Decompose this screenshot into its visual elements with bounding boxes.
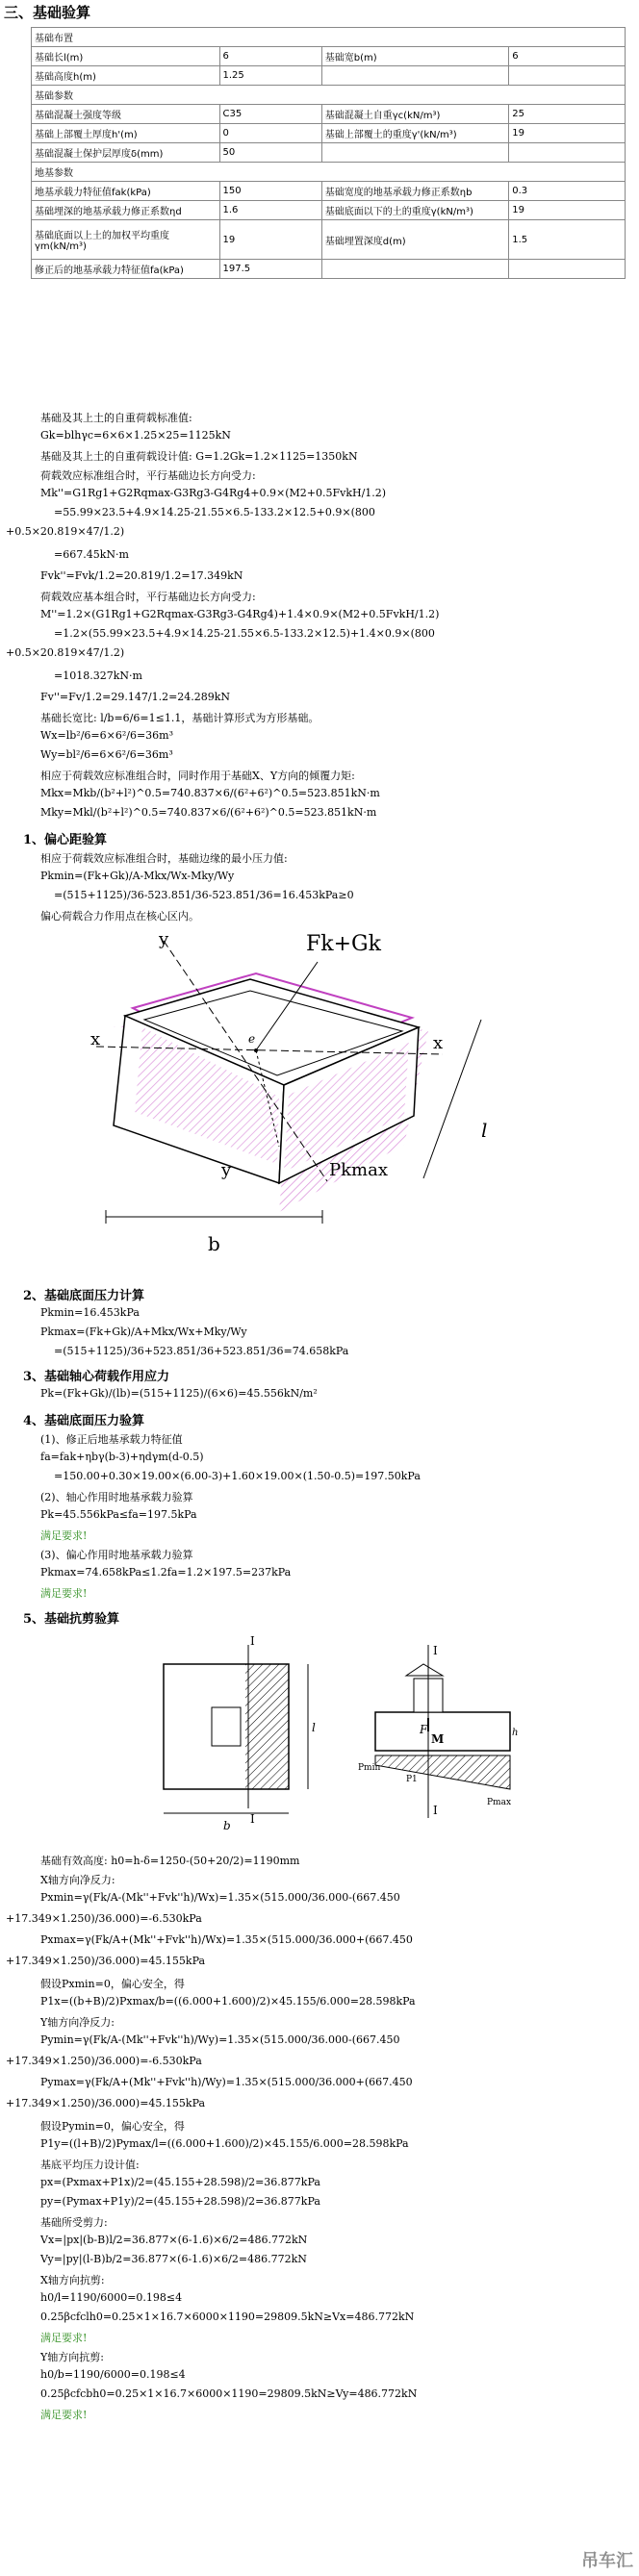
cell-value: 19	[509, 124, 626, 143]
parameter-table	[31, 27, 626, 279]
calc-line: Vy=|py|(l-B)b/2=36.877×(6-1.6)×6/2=486.772kN	[40, 2253, 307, 2265]
calc-line: Mkx=Mkb/(b²+l²)^0.5=740.837×6/(6²+6²)^0.5=523.851kN·m	[40, 787, 380, 799]
cell-value: 150	[219, 182, 321, 201]
shear-zone	[245, 1664, 289, 1789]
calc-line: Pymin=γ(Fk/A-(Mk''+Fvk''h)/Wy)=1.35×(515.000/36.000-(667.450	[40, 2033, 400, 2046]
column-plan	[212, 1707, 241, 1746]
calc-line: Pk=(Fk+Gk)/(lb)=(515+1125)/(6×6)=45.556kN/m²	[40, 1387, 318, 1400]
cell-label: 基础上部覆土厚度h'(m)	[32, 124, 220, 143]
table-row	[32, 260, 626, 279]
l-label: l	[312, 1721, 316, 1734]
cell-value: 1.6	[219, 201, 321, 220]
x-label-left: x	[90, 1029, 101, 1049]
cell-value: 0	[219, 124, 321, 143]
cell-label: 基础上部覆土的重度γ'(kN/m³)	[321, 124, 509, 143]
calc-line: h0/b=1190/6000=0.198≤4	[40, 2368, 186, 2381]
h-label: h	[512, 1728, 519, 1738]
check-ok: 满足要求!	[40, 1587, 88, 1600]
calc-line: Fvk''=Fvk/1.2=20.819/1.2=17.349kN	[40, 569, 243, 582]
calc-line: Wx=lb²/6=6×6²/6=36m³	[40, 729, 173, 742]
pmin-label: Pmin	[358, 1763, 381, 1773]
cell-value: 1.5	[509, 220, 626, 260]
pmax-label: Pmax	[487, 1798, 512, 1807]
y-label-bottom: y	[221, 1160, 232, 1180]
cell-label: 基础底面以下的土的重度γ(kN/m³)	[321, 201, 509, 220]
cell-label: 基础宽度的地基承载力修正系数ηb	[321, 182, 509, 201]
cell-value: 1.25	[219, 66, 321, 86]
calc-line: (3)、偏心作用时地基承载力验算	[40, 1549, 193, 1561]
cell-value: C35	[219, 105, 321, 124]
cell-value: 50	[219, 143, 321, 163]
calc-line: 基底平均压力设计值:	[40, 2159, 140, 2171]
subsection-title: 4、基础底面压力验算	[23, 1414, 145, 1428]
section-mark-bottom: Ⅰ	[250, 1812, 255, 1826]
l-label: l	[481, 1119, 488, 1142]
calc-line: P1y=((l+B)/2)Pymax/l=((6.000+1.600)/2)×45.155/6.000=28.598kPa	[40, 2137, 409, 2150]
cell-label: 修正后的地基承载力特征值fa(kPa)	[32, 260, 220, 279]
subsection-title: 1、偏心距验算	[23, 833, 108, 847]
check-ok: 满足要求!	[40, 2409, 88, 2421]
table-row	[32, 66, 626, 86]
calc-line: =55.99×23.5+4.9×14.25-21.55×6.5-133.2×12.5+0.9×(800	[54, 506, 375, 518]
cell-label: 地基承载力特征值fak(kPa)	[32, 182, 220, 201]
calc-line: =150.00+0.30×19.00×(6.00-3)+1.60×19.00×(1.50-0.5)=197.50kPa	[54, 1470, 421, 1482]
cell-value: 6	[219, 47, 321, 66]
calc-line: 基础及其上土的自重荷载标准值:	[40, 412, 192, 424]
pressure-diagram	[375, 1755, 510, 1789]
calc-line: =(515+1125)/36-523.851/36-523.851/36=16.453kPa≥0	[54, 889, 354, 901]
calc-line: Vx=|px|(b-B)l/2=36.877×(6-1.6)×6/2=486.772kN	[40, 2234, 308, 2246]
calc-line: Wy=bl²/6=6×6²/6=36m³	[40, 748, 173, 761]
calc-line: Mk''=G1Rg1+G2Rqmax-G3Rg3-G4Rg4+0.9×(M2+0.5FvkH/1.2)	[40, 487, 387, 499]
shear-check-diagram	[154, 1626, 520, 1847]
calc-line: =1018.327kN·m	[54, 669, 142, 682]
cell-label: 基础底面以上土的加权平均重度γm(kN/m³)	[32, 220, 220, 260]
calc-line: (2)、轴心作用时地基承载力验算	[40, 1491, 193, 1503]
calc-line: =1.2×(55.99×23.5+4.9×14.25-21.55×6.5-133.2×12.5)+1.4×0.9×(800	[54, 627, 435, 640]
x-label-right: x	[433, 1033, 444, 1053]
calc-line: +0.5×20.819×47/1.2)	[6, 525, 125, 538]
calc-line: 相应于荷载效应标准组合时，同时作用于基础X、Y方向的倾覆力矩:	[40, 770, 355, 782]
subsection-title: 3、基础轴心荷载作用应力	[23, 1370, 170, 1384]
p1-label: P1	[406, 1775, 418, 1784]
f-label: F	[420, 1723, 428, 1736]
calc-line: (1)、修正后地基承载力特征值	[40, 1433, 183, 1446]
calc-line: Pk=45.556kPa≤fa=197.5kPa	[40, 1508, 197, 1521]
cell-label: 基础长l(m)	[32, 47, 220, 66]
calc-line: 假设Pymin=0，偏心安全，得	[40, 2120, 185, 2133]
calc-line: 相应于荷载效应标准组合时，基础边缘的最小压力值:	[40, 852, 288, 865]
e-label: e	[248, 1032, 256, 1046]
pkmax-label: Pkmax	[329, 1160, 388, 1180]
calc-line: 基础长宽比: l/b=6/6=1≤1.1，基础计算形式为方形基础。	[40, 712, 320, 724]
load-label: Fk+Gk	[306, 932, 381, 956]
calc-line: Pkmax=(Fk+Gk)/A+Mkx/Wx+Mky/Wy	[40, 1326, 247, 1338]
watermark: 吊车汇	[581, 2551, 633, 2571]
calc-line: 0.25βcfcbh0=0.25×1×16.7×6000×1190=29809.5kN≥Vy=486.772kN	[40, 2387, 418, 2400]
table-section-params: 基础参数	[32, 86, 626, 105]
cell-label: 基础宽b(m)	[321, 47, 509, 66]
calc-line: +17.349×1.250)/36.000)=45.155kPa	[6, 1955, 206, 1967]
cell-label: 基础混凝土强度等级	[32, 105, 220, 124]
calc-line: Y轴方向抗剪:	[40, 2351, 104, 2363]
subsection-title: 5、基础抗剪验算	[23, 1612, 120, 1627]
calc-line: 0.25βcfclh0=0.25×1×16.7×6000×1190=29809.5kN≥Vx=486.772kN	[40, 2311, 415, 2323]
calc-line: 基础有效高度: h0=h-δ=1250-(50+20/2)=1190mm	[40, 1855, 300, 1867]
check-ok: 满足要求!	[40, 1529, 88, 1542]
cell-value: 6	[509, 47, 626, 66]
section-mark-bottom-2: Ⅰ	[433, 1804, 438, 1817]
calc-line: h0/l=1190/6000=0.198≤4	[40, 2291, 183, 2304]
calc-line: py=(Pymax+P1y)/2=(45.155+28.598)/2=36.877kPa	[40, 2195, 320, 2208]
calc-line: Gk=blhγc=6×6×1.25×25=1125kN	[40, 429, 231, 442]
calc-line: X轴方向抗剪:	[40, 2274, 105, 2286]
calc-line: +17.349×1.250)/36.000)=45.155kPa	[6, 2097, 206, 2109]
section-mark-top-2: Ⅰ	[433, 1644, 438, 1657]
cell-empty	[509, 66, 626, 86]
cell-label: 基础混凝土保护层厚度δ(mm)	[32, 143, 220, 163]
calc-line: 基础及其上土的自重荷载设计值: G=1.2Gk=1.2×1125=1350kN	[40, 450, 358, 463]
calc-line: 荷载效应标准组合时，平行基础边长方向受力:	[40, 469, 256, 482]
section-title: 三、基础验算	[4, 4, 91, 21]
cell-label: 基础埋置深度d(m)	[321, 220, 509, 260]
cell-value: 0.3	[509, 182, 626, 201]
calc-line: Y轴方向净反力:	[40, 2016, 115, 2029]
table-row	[32, 105, 626, 124]
table-row	[32, 201, 626, 220]
subsection-title: 2、基础底面压力计算	[23, 1289, 145, 1303]
section-mark-top: Ⅰ	[250, 1634, 255, 1648]
cell-label: 基础混凝土自重γc(kN/m³)	[321, 105, 509, 124]
calc-line: Pxmax=γ(Fk/A+(Mk''+Fvk''h)/Wx)=1.35×(515.000/36.000+(667.450	[40, 1933, 413, 1946]
cell-empty	[321, 66, 509, 86]
cell-empty	[509, 143, 626, 163]
b-label: b	[223, 1819, 231, 1832]
m-label: M	[431, 1732, 445, 1746]
calc-line: px=(Pxmax+P1x)/2=(45.155+28.598)/2=36.877kPa	[40, 2176, 320, 2188]
cell-empty	[509, 260, 626, 279]
calc-line: =(515+1125)/36+523.851/36+523.851/36=74.658kPa	[54, 1345, 349, 1357]
calc-line: Fv''=Fv/1.2=29.147/1.2=24.289kN	[40, 691, 231, 703]
cell-value: 197.5	[219, 260, 321, 279]
calc-line: M''=1.2×(G1Rg1+G2Rqmax-G3Rg3-G4Rg4)+1.4×0.9×(M2+0.5FvkH/1.2)	[40, 608, 440, 620]
calc-line: 偏心荷载合力作用点在核心区内。	[40, 910, 199, 922]
b-label: b	[208, 1232, 220, 1255]
cell-empty	[321, 260, 509, 279]
calc-line: =667.45kN·m	[54, 548, 129, 561]
table-section-soil: 地基参数	[32, 163, 626, 182]
calc-line: Pkmin=16.453kPa	[40, 1306, 140, 1319]
eccentric-load-diagram	[87, 923, 549, 1279]
calc-line: Pymax=γ(Fk/A+(Mk''+Fvk''h)/Wy)=1.35×(515.000/36.000+(667.450	[40, 2076, 413, 2088]
cell-value: 19	[219, 220, 321, 260]
calc-line: Pkmax=74.658kPa≤1.2fa=1.2×197.5=237kPa	[40, 1566, 292, 1578]
calc-line: +17.349×1.250)/36.000)=-6.530kPa	[6, 2055, 202, 2067]
y-label-top: y	[159, 929, 169, 949]
cell-label: 基础高度h(m)	[32, 66, 220, 86]
cell-value: 25	[509, 105, 626, 124]
calc-line: fa=fak+ηbγ(b-3)+ηdγm(d-0.5)	[40, 1451, 204, 1463]
table-row	[32, 47, 626, 66]
l-dimension	[423, 1020, 481, 1178]
cell-empty	[321, 143, 509, 163]
calc-line: Pxmin=γ(Fk/A-(Mk''+Fvk''h)/Wx)=1.35×(515.000/36.000-(667.450	[40, 1891, 400, 1904]
calc-line: 荷载效应基本组合时，平行基础边长方向受力:	[40, 591, 256, 603]
calc-line: Mky=Mkl/(b²+l²)^0.5=740.837×6/(6²+6²)^0.5=523.851kN·m	[40, 806, 377, 819]
calc-line: +0.5×20.819×47/1.2)	[6, 646, 125, 659]
table-row	[32, 124, 626, 143]
cell-value: 19	[509, 201, 626, 220]
calc-line: +17.349×1.250)/36.000)=-6.530kPa	[6, 1912, 202, 1925]
table-row	[32, 220, 626, 260]
calc-line: 基础所受剪力:	[40, 2216, 108, 2229]
calc-line: P1x=((b+B)/2)Pxmax/b=((6.000+1.600)/2)×45.155/6.000=28.598kPa	[40, 1995, 416, 2008]
calc-line: X轴方向净反力:	[40, 1874, 115, 1886]
table-section-layout: 基础布置	[32, 28, 626, 47]
cell-label: 基础埋深的地基承载力修正系数ηd	[32, 201, 220, 220]
column-cap	[406, 1664, 443, 1676]
calc-line: Pkmin=(Fk+Gk)/A-Mkx/Wx-Mky/Wy	[40, 870, 235, 882]
table-row	[32, 182, 626, 201]
table-row	[32, 143, 626, 163]
calc-line: 假设Pxmin=0，偏心安全，得	[40, 1978, 185, 1990]
check-ok: 满足要求!	[40, 2332, 88, 2344]
